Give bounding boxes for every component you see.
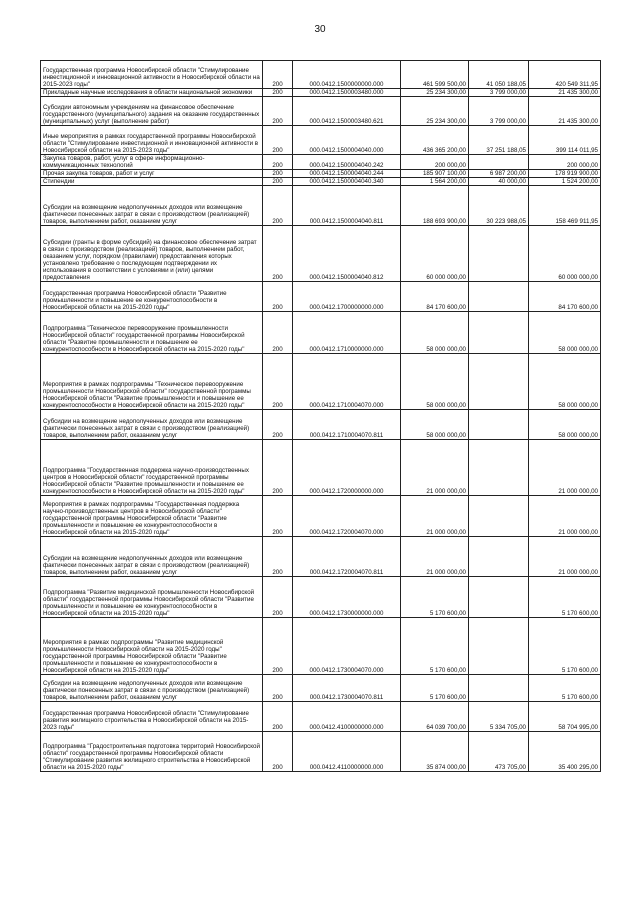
- row-code-cell: 200: [263, 178, 293, 186]
- row-value2-cell: 473 705,00: [469, 732, 529, 772]
- table-row: [41, 702, 601, 732]
- row-classification-cell: 000.0412.1500003480.000: [293, 89, 401, 97]
- row-classification-cell: 000.0412.1730004070.000: [293, 618, 401, 675]
- page-number: 30: [314, 24, 326, 35]
- table-row: [41, 577, 601, 618]
- table-row: [41, 126, 601, 155]
- row-name-cell: Стипендии: [41, 178, 263, 186]
- row-value2-cell: 3 799 000,00: [469, 89, 529, 97]
- row-value3-cell: 35 400 295,00: [529, 732, 601, 772]
- row-classification-cell: 000.0412.1720000000.000: [293, 440, 401, 496]
- row-value2-cell: [469, 226, 529, 282]
- row-classification-cell: 000.0412.4110000000.000: [293, 732, 401, 772]
- row-classification-cell: 000.0412.1710000000.000: [293, 312, 401, 354]
- row-value3-cell: 60 000 000,00: [529, 226, 601, 282]
- row-name-cell: Субсидии на возмещение недополученных доходов или возмещение фактически понесенных затрат в связи с производством (реализацией) товаров, выполнением работ, оказанием услуг: [41, 186, 263, 226]
- row-code-cell: 200: [263, 170, 293, 178]
- row-value1-cell: 21 000 000,00: [401, 537, 469, 577]
- row-classification-cell: 000.0412.1710004070.811: [293, 410, 401, 440]
- row-value1-cell: 64 039 700,00: [401, 702, 469, 732]
- row-value3-cell: 420 549 311,95: [529, 61, 601, 89]
- row-value2-cell: 37 251 188,05: [469, 126, 529, 155]
- table-row: [41, 61, 601, 89]
- row-value3-cell: 21 000 000,00: [529, 496, 601, 537]
- row-classification-cell: 000.0412.1500004040.811: [293, 186, 401, 226]
- row-code-cell: 200: [263, 675, 293, 702]
- row-name-cell: Государственная программа Новосибирской области "Стимулирование инвестиционной и инновационной активности в Новосибирской области на 2015-2023 годы": [41, 61, 263, 89]
- row-classification-cell: 000.0412.1710004070.000: [293, 354, 401, 410]
- row-name-cell: Прочая закупка товаров, работ и услуг: [41, 170, 263, 178]
- row-code-cell: 200: [263, 282, 293, 312]
- row-code-cell: 200: [263, 61, 293, 89]
- row-value2-cell: [469, 675, 529, 702]
- row-code-cell: 200: [263, 496, 293, 537]
- row-value3-cell: 21 435 300,00: [529, 97, 601, 126]
- row-code-cell: 200: [263, 577, 293, 618]
- table-row: [41, 97, 601, 126]
- row-name-cell: Подпрограмма "Развитие медицинской промышленности Новосибирской области" государственной программы Новосибирской области "Развитие промышленности и повышение ее конкурентоспособности в Новосибирской области на 2015-2020 годы": [41, 577, 263, 618]
- row-code-cell: 200: [263, 186, 293, 226]
- row-classification-cell: 000.0412.1500004040.242: [293, 155, 401, 170]
- row-value2-cell: [469, 440, 529, 496]
- row-value2-cell: 6 987 200,00: [469, 170, 529, 178]
- table-row: [41, 732, 601, 772]
- row-value1-cell: 21 000 000,00: [401, 440, 469, 496]
- row-name-cell: Субсидии (гранты в форме субсидий) на финансовое обеспечение затрат в связи с производством (реализацией) товаров, выполнением работ, оказанием услуг, порядком (правилами) предоставления которых установлено требование о последующем подтверждении их использования в соответствии с условиями и (или) целями предоставления: [41, 226, 263, 282]
- table-row: [41, 89, 601, 97]
- row-value2-cell: [469, 282, 529, 312]
- row-name-cell: Мероприятия в рамках подпрограммы "Развитие медицинской промышленности Новосибирской области на 2015-2020 годы" государственной программы Новосибирской области "Развитие промышленности и повышение ее конкурентоспособности в Новосибирской области на 2015-2020 годы": [41, 618, 263, 675]
- row-name-cell: Государственная программа Новосибирской области "Развитие промышленности и повышение ее конкурентоспособности в Новосибирской области на 2015-2020 годы": [41, 282, 263, 312]
- row-value1-cell: 58 000 000,00: [401, 354, 469, 410]
- row-value2-cell: 3 799 000,00: [469, 97, 529, 126]
- row-value3-cell: 58 000 000,00: [529, 354, 601, 410]
- table-row: [41, 496, 601, 537]
- row-classification-cell: 000.0412.1500004040.000: [293, 126, 401, 155]
- row-value2-cell: [469, 354, 529, 410]
- row-name-cell: Прикладные научные исследования в области национальной экономики: [41, 89, 263, 97]
- table-row: [41, 675, 601, 702]
- row-value2-cell: [469, 496, 529, 537]
- row-value1-cell: 461 599 500,00: [401, 61, 469, 89]
- row-value3-cell: 5 170 600,00: [529, 675, 601, 702]
- row-value2-cell: [469, 577, 529, 618]
- row-value1-cell: 58 000 000,00: [401, 410, 469, 440]
- row-code-cell: 200: [263, 89, 293, 97]
- table-row: [41, 186, 601, 226]
- row-classification-cell: 000.0412.1500004040.812: [293, 226, 401, 282]
- budget-table: [40, 60, 601, 772]
- row-value2-cell: 5 334 705,00: [469, 702, 529, 732]
- row-value2-cell: 40 000,00: [469, 178, 529, 186]
- table-row: [41, 178, 601, 186]
- row-classification-cell: 000.0412.1730000000.000: [293, 577, 401, 618]
- table-row: [41, 155, 601, 170]
- row-value3-cell: 5 170 600,00: [529, 618, 601, 675]
- row-value1-cell: 436 365 200,00: [401, 126, 469, 155]
- row-code-cell: 200: [263, 155, 293, 170]
- row-value3-cell: 58 704 995,00: [529, 702, 601, 732]
- row-value1-cell: 185 907 100,00: [401, 170, 469, 178]
- row-value1-cell: 5 170 600,00: [401, 675, 469, 702]
- row-code-cell: 200: [263, 410, 293, 440]
- row-value2-cell: [469, 618, 529, 675]
- row-classification-cell: 000.0412.4100000000.000: [293, 702, 401, 732]
- table-row: [41, 226, 601, 282]
- row-value1-cell: 188 693 900,00: [401, 186, 469, 226]
- row-value3-cell: 58 000 000,00: [529, 410, 601, 440]
- row-value2-cell: [469, 537, 529, 577]
- row-value3-cell: 200 000,00: [529, 155, 601, 170]
- row-value3-cell: 21 000 000,00: [529, 440, 601, 496]
- row-value3-cell: 21 000 000,00: [529, 537, 601, 577]
- row-value1-cell: 5 170 600,00: [401, 577, 469, 618]
- row-classification-cell: 000.0412.1700000000.000: [293, 282, 401, 312]
- row-value3-cell: 178 919 900,00: [529, 170, 601, 178]
- row-classification-cell: 000.0412.1720004070.811: [293, 537, 401, 577]
- row-value3-cell: 399 114 011,95: [529, 126, 601, 155]
- row-code-cell: 200: [263, 440, 293, 496]
- row-classification-cell: 000.0412.1500004040.244: [293, 170, 401, 178]
- table-row: [41, 440, 601, 496]
- row-code-cell: 200: [263, 618, 293, 675]
- row-value3-cell: 84 170 600,00: [529, 282, 601, 312]
- row-value1-cell: 25 234 300,00: [401, 97, 469, 126]
- row-value1-cell: 58 000 000,00: [401, 312, 469, 354]
- row-name-cell: Подпрограмма "Техническое перевооружение промышленности Новосибирской области" государственной программы Новосибирской области "Развитие промышленности и повышение ее конкурентоспособности в Новосибирской области на 2015-2020 годы": [41, 312, 263, 354]
- row-name-cell: Подпрограмма "Государственная поддержка научно-производственных центров в Новосибирской области" государственной программы Новосибирской области "Развитие промышленности и повышение ее конкурентоспособности в Новосибирской области на 2015-2020 годы": [41, 440, 263, 496]
- row-name-cell: Субсидии на возмещение недополученных доходов или возмещение фактически понесенных затрат в связи с производством (реализацией) товаров, выполнением работ, оказанием услуг: [41, 410, 263, 440]
- row-name-cell: Государственная программа Новосибирской области "Стимулирование развития жилищного строительства в Новосибирской области на 2015-2023 годы": [41, 702, 263, 732]
- row-name-cell: Субсидии на возмещение недополученных доходов или возмещение фактически понесенных затрат в связи с производством (реализацией) товаров, выполнением работ, оказанием услуг: [41, 675, 263, 702]
- table-row: [41, 410, 601, 440]
- row-value3-cell: 1 524 200,00: [529, 178, 601, 186]
- row-value1-cell: 5 170 600,00: [401, 618, 469, 675]
- row-value2-cell: 30 223 988,05: [469, 186, 529, 226]
- row-code-cell: 200: [263, 126, 293, 155]
- row-value2-cell: [469, 410, 529, 440]
- row-code-cell: 200: [263, 537, 293, 577]
- table-row: [41, 537, 601, 577]
- row-value2-cell: [469, 312, 529, 354]
- row-value1-cell: 60 000 000,00: [401, 226, 469, 282]
- table-row: [41, 618, 601, 675]
- row-value3-cell: 5 170 600,00: [529, 577, 601, 618]
- row-value1-cell: 200 000,00: [401, 155, 469, 170]
- row-value2-cell: 41 050 188,05: [469, 61, 529, 89]
- row-name-cell: Подпрограмма "Градостроительная подготовка территорий Новосибирской области" государственной программы Новосибирской области "Стимулирование развития жилищного строительства в Новосибирской области на 2015-2020 годы": [41, 732, 263, 772]
- table-row: [41, 354, 601, 410]
- table-row: [41, 312, 601, 354]
- row-classification-cell: 000.0412.1730004070.811: [293, 675, 401, 702]
- row-value2-cell: [469, 155, 529, 170]
- row-code-cell: 200: [263, 354, 293, 410]
- row-value1-cell: 84 170 600,00: [401, 282, 469, 312]
- row-classification-cell: 000.0412.1500004040.340: [293, 178, 401, 186]
- table-row: [41, 170, 601, 178]
- row-value3-cell: 21 435 300,00: [529, 89, 601, 97]
- row-code-cell: 200: [263, 97, 293, 126]
- row-name-cell: Мероприятия в рамках подпрограммы "Государственная поддержка научно-производственных центров в Новосибирской области" государственной программы Новосибирской области "Развитие промышленности и повышение ее конкурентоспособности в Новосибирской области на 2015-2020 годы": [41, 496, 263, 537]
- row-code-cell: 200: [263, 702, 293, 732]
- row-classification-cell: 000.0412.1500000000.000: [293, 61, 401, 89]
- row-name-cell: Субсидии на возмещение недополученных доходов или возмещение фактически понесенных затрат в связи с производством (реализацией) товаров, выполнением работ, оказанием услуг: [41, 537, 263, 577]
- row-value1-cell: 21 000 000,00: [401, 496, 469, 537]
- row-name-cell: Мероприятия в рамках подпрограммы "Техническое перевооружение промышленности Новосибирской области" государственной программы Новосибирской области "Развитие промышленности и повышение ее конкурентоспособности в Новосибирской области на 2015-2020 годы": [41, 354, 263, 410]
- row-name-cell: Закупка товаров, работ, услуг в сфере информационно-коммуникационных технологий: [41, 155, 263, 170]
- row-classification-cell: 000.0412.1500003480.621: [293, 97, 401, 126]
- row-value3-cell: 58 000 000,00: [529, 312, 601, 354]
- row-value1-cell: 25 234 300,00: [401, 89, 469, 97]
- row-code-cell: 200: [263, 312, 293, 354]
- row-code-cell: 200: [263, 732, 293, 772]
- row-name-cell: Субсидии автономным учреждениям на финансовое обеспечение государственного (муниципального) задания на оказание государственных (муниципальных) услуг (выполнение работ): [41, 97, 263, 126]
- row-code-cell: 200: [263, 226, 293, 282]
- row-classification-cell: 000.0412.1720004070.000: [293, 496, 401, 537]
- table-row: [41, 282, 601, 312]
- row-value1-cell: 35 874 000,00: [401, 732, 469, 772]
- row-value1-cell: 1 564 200,00: [401, 178, 469, 186]
- row-name-cell: Иные мероприятия в рамках государственной программы Новосибирской области "Стимулирование инвестиционной и инновационной активности в Новосибирской области на 2015-2023 годы": [41, 126, 263, 155]
- row-value3-cell: 158 469 911,95: [529, 186, 601, 226]
